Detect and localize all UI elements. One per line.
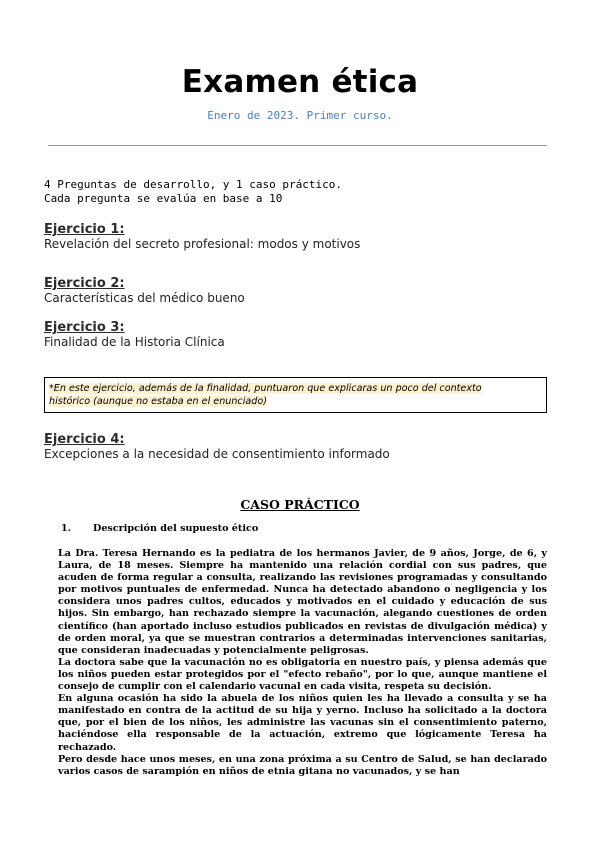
case-paragraph-1: La Dra. Teresa Hernando es la pediatra de los hermanos Javier, de 9 años, Jorge, de 6, y Laura, de 18 meses. Siempre ha mantenido una relación cordial con sus padres, que acuden de forma regular a consulta, realizando las revisiones programadas y consultando por motivos puntuales de enfermedad. Nunca ha detectado abandono o negligencia y los considera unos padres cultos, educados y motivados en el cuidado y educación de sus hijos. Sin embargo, han rechazado siempre la vacunación, alegando cuestiones de orden científico (han aportado incluso estudios publicados en revistas de divulgación médica) y de orden moral, ya que se muestran contrarios a determinadas intervenciones sanitarias, que consideran inadecuadas y potencialmente peligrosas. [58,548,547,656]
exercise-4-heading: Ejercicio 4: [44,432,125,447]
exercise-3-text: Finalidad de la Historia Clínica [44,335,225,349]
case-section-heading [61,523,258,534]
intro-line-1: 4 Preguntas de desarrollo, y 1 caso práctico. [44,178,343,191]
exercise-1-text: Revelación del secreto profesional: modos y motivos [44,237,361,251]
exercise-4 [44,432,390,462]
case-body [58,548,547,778]
exercise-3-heading: Ejercicio 3: [44,320,125,335]
exercise-3-note [44,377,547,413]
case-title: CASO PRÁCTICO [240,497,360,512]
case-paragraph-3: En alguna ocasión ha sido la abuela de los niños quien les ha llevado a consulta y se ha manifestado en contra de la actitud de su hija y yerno. Incluso ha solicitado a la doctora que, por el bien de los niños, les administre las vacunas sin el consentimiento paterno, haciéndose ella responsable de la actuación, extremo que lógicamente Teresa ha rechazado. [58,693,547,753]
case-paragraph-2: La doctora sabe que la vacunación no es obligatoria en nuestro país, y piensa además que los niños pueden estar protegidos por el "efecto rebaño", por lo que, aunque mantiene el consejo de cumplir con el calendario vacunal en cada visita, respeta su decisión. [58,656,547,693]
exercise-2 [44,276,245,306]
note-line-1: *En este ejercicio, además de la finalidad, puntuaron que explicaras un poco del contexto [49,383,482,394]
exercise-1-heading: Ejercicio 1: [44,222,125,237]
exercise-2-text: Características del médico bueno [44,291,245,305]
exercise-2-heading: Ejercicio 2: [44,276,125,291]
case-paragraph-4: Pero desde hace unos meses, en una zona próxima a su Centro de Salud, se han declarado varios casos de sarampión en niños de etnia gitana no vacunados, y se han [58,753,547,777]
exercise-4-text: Excepciones a la necesidad de consentimiento informado [44,447,390,461]
note-line-2: histórico (aunque no estaba en el enunciado) [49,396,267,407]
case-section-number: 1. [61,523,72,534]
intro-line-2: Cada pregunta se evalúa en base a 10 [44,192,283,205]
intro-text [44,178,342,206]
exercise-1 [44,222,360,252]
case-section-title: Descripción del supuesto ético [93,523,259,534]
divider [48,145,547,146]
exercise-3 [44,320,225,350]
page-subtitle: Enero de 2023. Primer curso. [207,109,393,122]
page-title: Examen ética [181,64,419,100]
